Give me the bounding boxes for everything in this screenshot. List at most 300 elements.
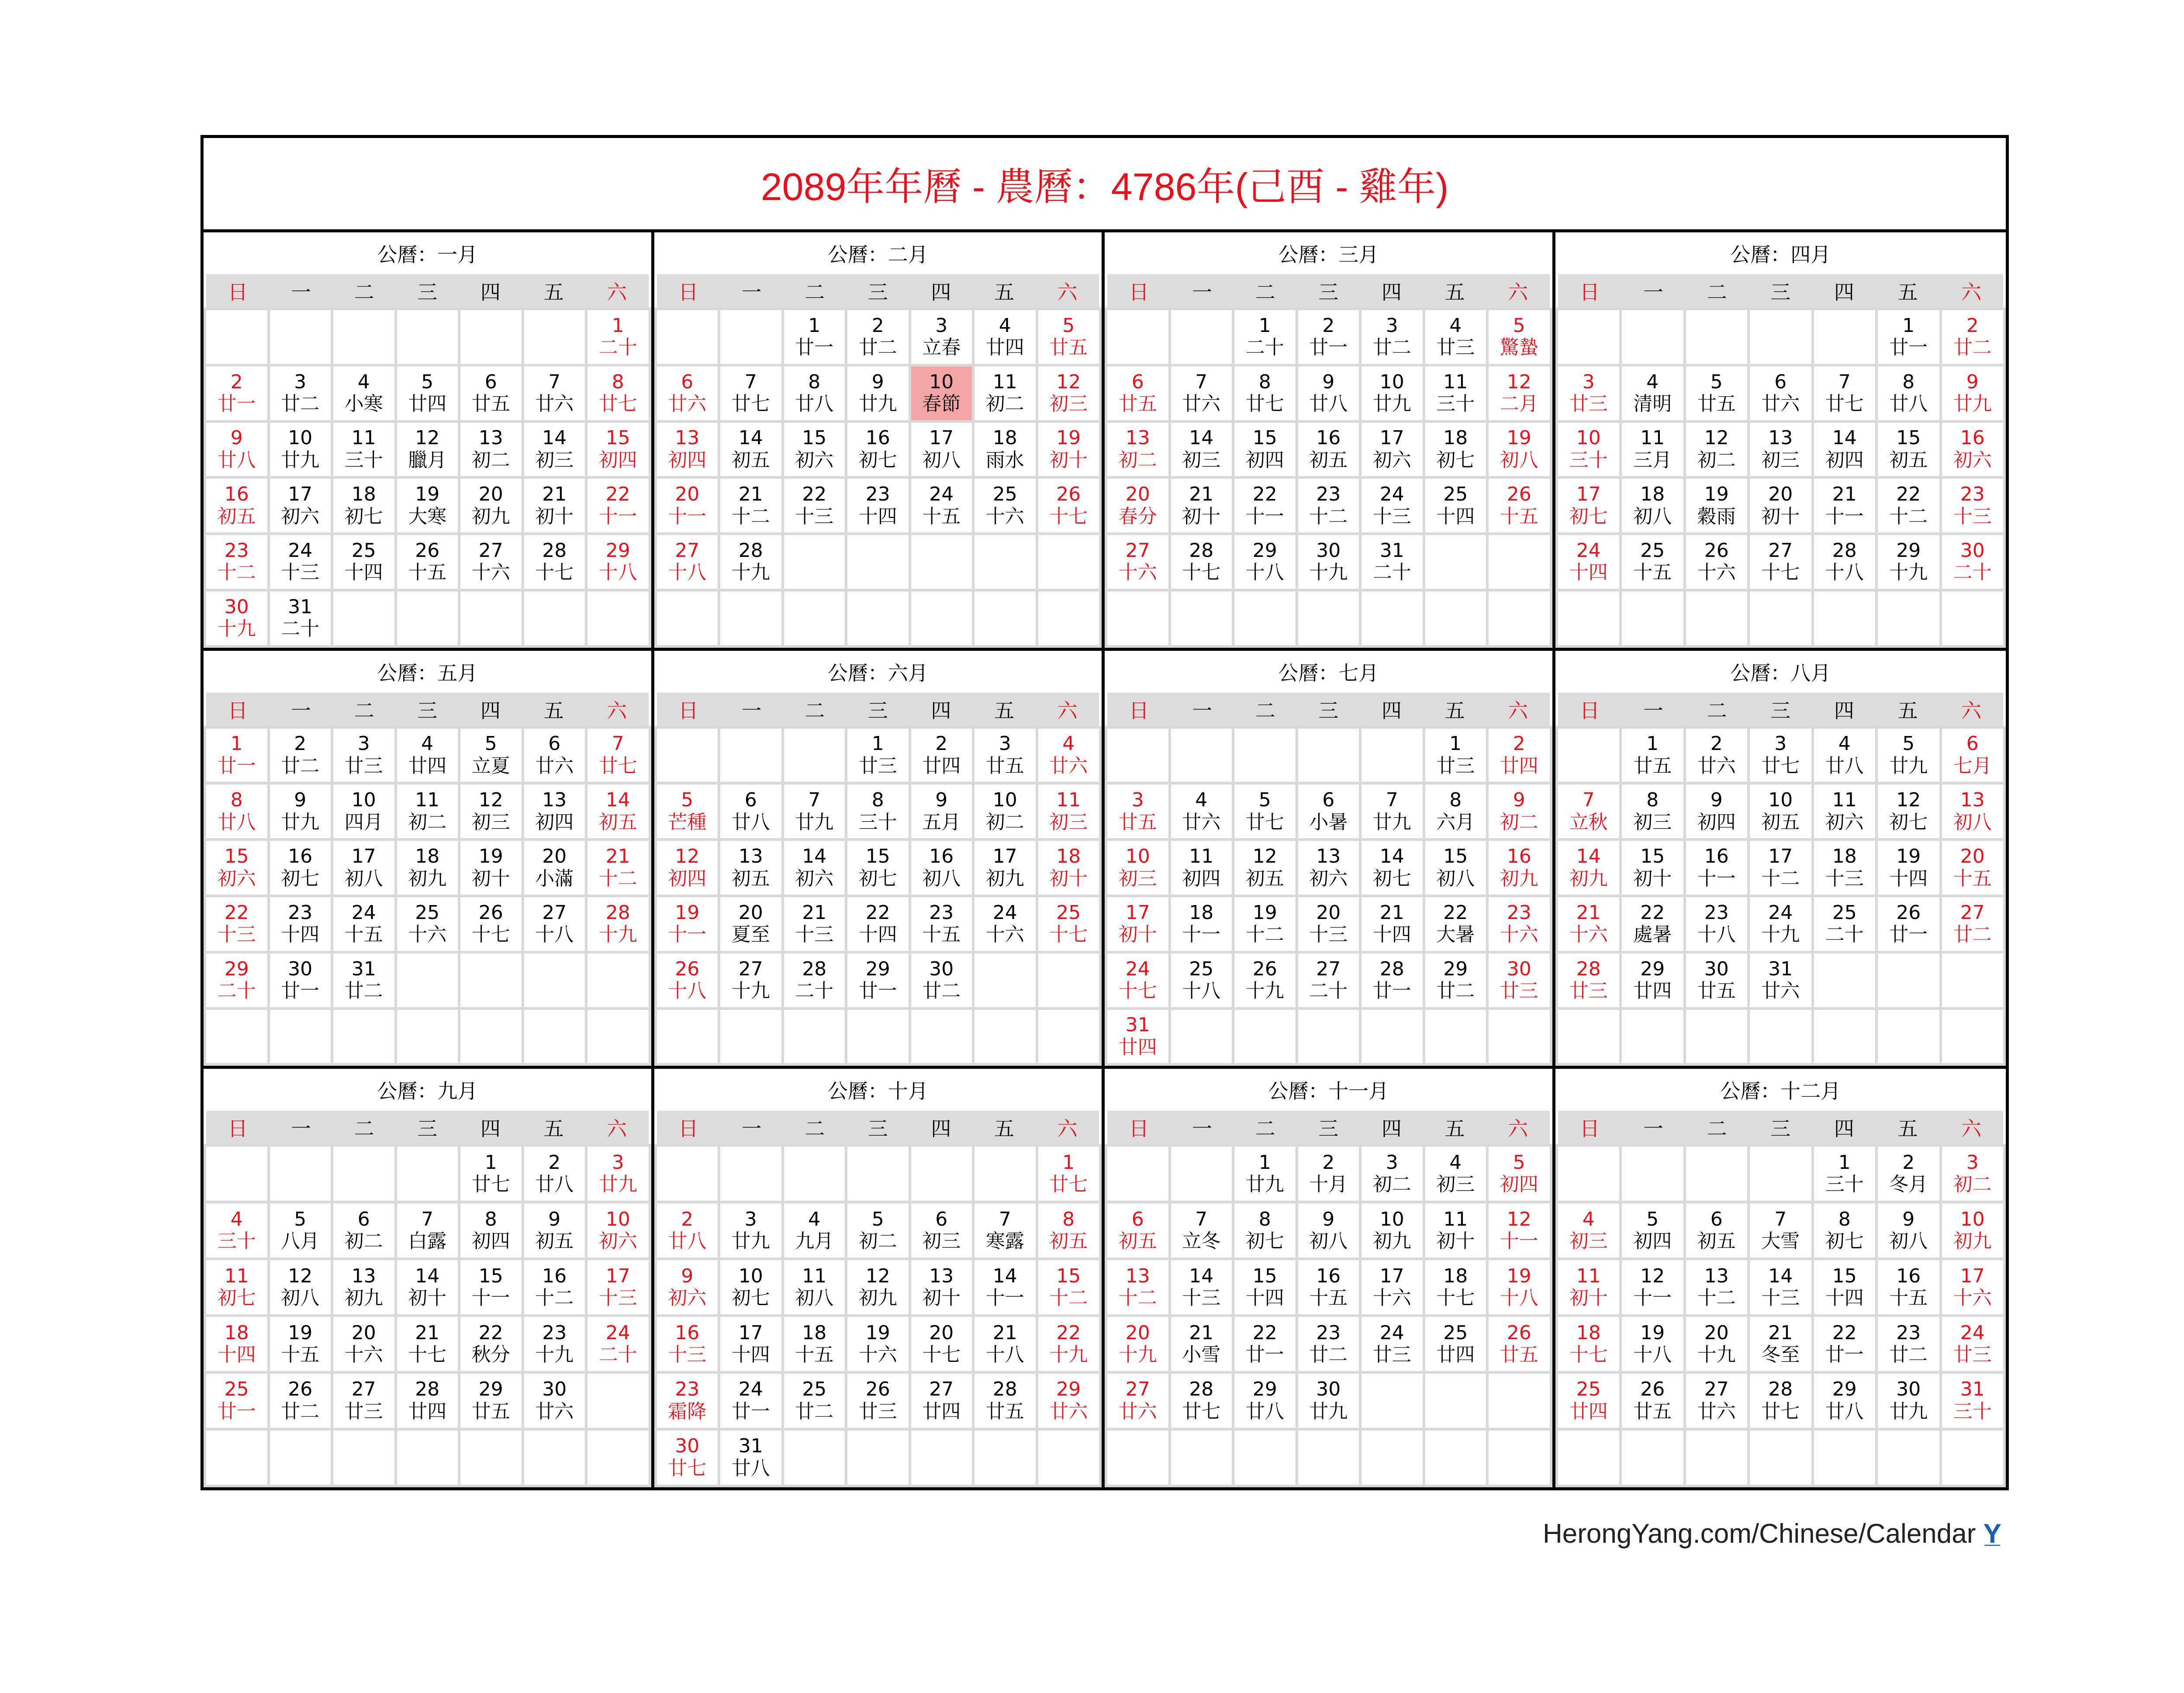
empty-cell — [1298, 729, 1359, 782]
lunar-date: 初七 — [1372, 867, 1411, 890]
day-number: 30 — [224, 595, 249, 618]
day-cell — [1558, 954, 1620, 1007]
day-cell — [1622, 1203, 1683, 1258]
lunar-date: 廿一 — [1245, 1344, 1284, 1366]
empty-cell — [333, 1010, 394, 1064]
day-cell — [587, 784, 649, 838]
weekday-label: 三 — [1770, 280, 1791, 304]
day-cell — [784, 954, 845, 1007]
lunar-date: 初六 — [1953, 449, 1992, 471]
day-number: 18 — [415, 845, 440, 867]
lunar-date: 十一 — [471, 1287, 510, 1309]
lunar-date: 初二 — [1118, 449, 1157, 471]
empty-cell — [1107, 729, 1168, 782]
lunar-date: 廿七 — [668, 1457, 707, 1480]
week-row — [1558, 841, 2004, 895]
weekday-label: 六 — [1057, 1117, 1078, 1141]
lunar-date: 大雪 — [1761, 1230, 1800, 1253]
empty-cell — [1814, 954, 1876, 1007]
lunar-date: 初十 — [922, 1287, 961, 1309]
day-cell — [847, 1374, 909, 1428]
lunar-date: 秋分 — [471, 1344, 510, 1366]
day-number: 9 — [1902, 1208, 1915, 1230]
lunar-date: 八月 — [281, 1230, 320, 1253]
day-number: 4 — [1062, 732, 1075, 755]
day-cell — [587, 366, 649, 420]
lunar-date: 十五 — [344, 923, 383, 946]
lunar-date: 初五 — [1118, 1230, 1157, 1253]
empty-cell — [1362, 729, 1423, 782]
lunar-date: 夏至 — [731, 923, 770, 946]
day-cell — [1107, 897, 1168, 951]
day-number: 25 — [992, 483, 1017, 506]
weekday-label: 日 — [1129, 1117, 1149, 1141]
weekday-label: 日 — [678, 1117, 698, 1141]
day-cell — [975, 310, 1036, 364]
empty-cell — [1489, 1374, 1550, 1428]
day-cell — [1814, 784, 1876, 838]
lunar-date: 十七 — [922, 1344, 961, 1366]
lunar-date: 初九 — [408, 867, 447, 890]
lunar-date: 十九 — [535, 1344, 574, 1366]
empty-cell — [1107, 591, 1168, 645]
weekday-label: 三 — [1770, 1117, 1791, 1141]
lunar-date: 十二 — [1309, 505, 1348, 528]
lunar-date: 十四 — [858, 923, 897, 946]
week-row — [1558, 366, 2004, 420]
empty-cell — [1171, 729, 1232, 782]
day-number: 22 — [1896, 483, 1921, 506]
day-cell — [397, 535, 458, 589]
day-number: 30 — [1316, 539, 1341, 562]
day-cell — [1814, 1374, 1876, 1428]
day-cell — [587, 310, 649, 364]
lunar-date: 廿七 — [1761, 755, 1800, 777]
empty-cell — [1362, 1374, 1423, 1428]
day-number: 15 — [1056, 1265, 1081, 1287]
day-cell — [1558, 366, 1620, 420]
day-cell — [270, 784, 331, 838]
day-cell — [911, 841, 972, 895]
day-number: 19 — [1507, 1265, 1531, 1287]
lunar-date: 初二 — [344, 1230, 383, 1253]
day-number: 8 — [1062, 1208, 1075, 1230]
lunar-date: 十四 — [1889, 867, 1928, 890]
day-number: 30 — [542, 1378, 567, 1401]
lunar-date: 十五 — [795, 1344, 834, 1366]
day-number: 10 — [1379, 370, 1404, 393]
day-cell — [657, 366, 718, 420]
day-number: 18 — [1640, 483, 1665, 506]
day-cell — [1171, 841, 1232, 895]
lunar-date: 廿二 — [795, 1400, 834, 1423]
day-number: 10 — [351, 789, 376, 812]
day-number: 19 — [1507, 427, 1531, 449]
weekday-label: 五 — [1897, 1117, 1918, 1141]
empty-cell — [1298, 591, 1359, 645]
day-cell — [1234, 954, 1296, 1007]
lunar-date: 小寒 — [344, 393, 383, 415]
day-number: 15 — [1443, 845, 1468, 867]
day-cell — [1489, 897, 1550, 951]
day-number: 28 — [738, 539, 763, 562]
empty-cell — [784, 535, 845, 589]
day-cell — [397, 1203, 458, 1258]
day-number: 21 — [415, 1321, 440, 1344]
week-row — [657, 1147, 1099, 1201]
day-number: 28 — [802, 957, 827, 980]
empty-cell — [657, 729, 718, 782]
day-number: 23 — [929, 901, 954, 924]
lunar-date: 廿五 — [1118, 393, 1157, 415]
day-cell — [206, 841, 267, 895]
lunar-date: 初五 — [1245, 867, 1284, 890]
day-cell — [1425, 897, 1486, 951]
day-number: 23 — [224, 539, 249, 562]
weekday-header — [657, 693, 1099, 726]
empty-cell — [1622, 1010, 1683, 1064]
empty-cell — [657, 310, 718, 364]
lunar-date: 三月 — [1633, 449, 1672, 471]
lunar-date: 廿二 — [858, 336, 897, 359]
month-title: 公曆：七月 — [1278, 661, 1379, 685]
day-cell — [1298, 423, 1359, 477]
lunar-date: 初三 — [922, 1230, 961, 1253]
weekday-label: 一 — [741, 698, 762, 722]
lunar-date: 十六 — [1953, 1287, 1992, 1309]
weekday-label: 一 — [1192, 280, 1212, 304]
day-cell — [1622, 1374, 1683, 1428]
day-number: 18 — [224, 1321, 249, 1344]
weekday-label: 四 — [1834, 280, 1854, 304]
lunar-date: 廿三 — [858, 755, 897, 777]
day-cell — [1234, 1147, 1296, 1201]
day-number: 11 — [415, 789, 440, 812]
day-cell — [720, 1317, 781, 1371]
day-cell — [397, 423, 458, 477]
day-number: 1 — [808, 314, 821, 337]
lunar-date: 初七 — [858, 867, 897, 890]
empty-cell — [333, 310, 394, 364]
lunar-date: 廿一 — [281, 980, 320, 1002]
day-number: 16 — [542, 1265, 567, 1287]
day-number: 25 — [415, 901, 440, 924]
lunar-date: 初五 — [1889, 449, 1928, 471]
day-cell — [657, 1430, 718, 1485]
day-number: 16 — [1507, 845, 1531, 867]
day-cell — [911, 366, 972, 420]
empty-cell — [1489, 535, 1550, 589]
lunar-date: 廿九 — [281, 811, 320, 833]
lunar-date: 初七 — [344, 505, 383, 528]
month-title: 公曆：九月 — [377, 1079, 478, 1103]
lunar-date: 十一 — [1182, 923, 1221, 946]
lunar-date: 十七 — [408, 1344, 447, 1366]
lunar-date: 芒種 — [668, 811, 707, 833]
day-number: 22 — [1640, 901, 1665, 924]
week-row — [1107, 784, 1550, 838]
weekday-header — [1107, 1111, 1550, 1144]
day-cell — [206, 366, 267, 420]
week-row — [1558, 784, 2004, 838]
month-block — [1555, 651, 2006, 1069]
lunar-date: 十七 — [471, 923, 510, 946]
day-cell — [270, 479, 331, 532]
day-number: 3 — [1386, 314, 1398, 337]
day-cell — [1750, 841, 1811, 895]
day-cell — [206, 1374, 267, 1428]
lunar-date: 十五 — [1309, 1287, 1348, 1309]
month-block — [1555, 232, 2006, 651]
lunar-date: 初八 — [795, 1287, 834, 1309]
lunar-date: 二十 — [1825, 923, 1864, 946]
day-cell — [460, 1203, 522, 1258]
weekday-label: 一 — [1643, 280, 1663, 304]
weekday-label: 五 — [994, 698, 1015, 722]
day-cell — [1107, 841, 1168, 895]
lunar-date: 十五 — [281, 1344, 320, 1366]
weekday-label: 日 — [678, 698, 698, 722]
lunar-date: 廿四 — [922, 755, 961, 777]
lunar-date: 二十 — [1953, 561, 1992, 584]
empty-cell — [657, 1010, 718, 1064]
day-number: 17 — [1379, 1265, 1404, 1287]
day-cell — [847, 841, 909, 895]
day-number: 17 — [288, 483, 313, 506]
day-cell — [1750, 423, 1811, 477]
day-cell — [1362, 535, 1423, 589]
lunar-date: 十五 — [922, 923, 961, 946]
day-cell — [206, 423, 267, 477]
empty-cell — [1686, 310, 1748, 364]
weekday-label: 一 — [290, 698, 311, 722]
day-number: 2 — [1902, 1151, 1915, 1174]
empty-cell — [206, 310, 267, 364]
day-number: 1 — [1902, 314, 1915, 337]
lunar-date: 十四 — [731, 1344, 770, 1366]
day-number: 2 — [1710, 732, 1723, 755]
day-cell — [333, 784, 394, 838]
day-cell — [524, 1260, 585, 1314]
day-cell — [1425, 1147, 1486, 1201]
day-cell — [1558, 479, 1620, 532]
empty-cell — [460, 954, 522, 1007]
day-cell — [657, 535, 718, 589]
lunar-date: 初五 — [1049, 1230, 1088, 1253]
day-cell — [524, 1317, 585, 1371]
lunar-date: 廿九 — [1372, 811, 1411, 833]
day-number: 10 — [1125, 845, 1150, 867]
lunar-date: 初十 — [535, 505, 574, 528]
lunar-date: 初七 — [1245, 1230, 1284, 1253]
lunar-date: 初六 — [1309, 867, 1348, 890]
empty-cell — [206, 1147, 267, 1201]
day-number: 29 — [1252, 1378, 1277, 1401]
day-cell — [1942, 479, 2004, 532]
lunar-date: 初四 — [1633, 1230, 1672, 1253]
day-cell — [587, 1260, 649, 1314]
lunar-date: 七月 — [1953, 755, 1992, 777]
day-cell — [720, 954, 781, 1007]
day-number: 14 — [1379, 845, 1404, 867]
empty-cell — [1107, 1147, 1168, 1201]
day-cell — [524, 841, 585, 895]
week-row — [1558, 954, 2004, 1007]
day-number: 2 — [1966, 314, 1979, 337]
month-days — [1107, 1147, 1550, 1485]
empty-cell — [524, 591, 585, 645]
day-cell — [1558, 1203, 1620, 1258]
lunar-date: 廿四 — [1436, 1344, 1475, 1366]
day-number: 18 — [351, 483, 376, 506]
day-number: 2 — [1322, 1151, 1335, 1174]
day-number: 29 — [605, 539, 630, 562]
lunar-date: 廿六 — [668, 393, 707, 415]
day-number: 23 — [865, 483, 890, 506]
day-number: 17 — [1576, 483, 1601, 506]
weekday-label: 二 — [1707, 280, 1727, 304]
month-title: 公曆：四月 — [1730, 243, 1831, 266]
month-title: 公曆：八月 — [1730, 661, 1831, 685]
lunar-date: 廿一 — [858, 980, 897, 1002]
empty-cell — [1558, 1430, 1620, 1485]
day-number: 9 — [1322, 1208, 1335, 1230]
lunar-date: 初八 — [1953, 811, 1992, 833]
lunar-date: 十八 — [1825, 561, 1864, 584]
lunar-date: 十二 — [1049, 1287, 1088, 1309]
day-number: 31 — [1125, 1014, 1150, 1037]
week-row — [206, 1260, 649, 1314]
day-number: 10 — [992, 789, 1017, 812]
weekday-label: 四 — [1834, 1117, 1854, 1141]
day-cell — [1942, 784, 2004, 838]
day-cell — [1814, 479, 1876, 532]
day-cell — [1686, 1260, 1748, 1314]
day-cell — [657, 1374, 718, 1428]
day-cell — [1558, 423, 1620, 477]
empty-cell — [1038, 954, 1099, 1007]
lunar-date: 廿五 — [1500, 1344, 1538, 1366]
week-row — [1558, 479, 2004, 532]
footer-url[interactable]: HerongYang.com/Chinese/Calendar — [1542, 1519, 1976, 1549]
lunar-date: 廿二 — [1953, 923, 1992, 946]
day-number: 3 — [999, 732, 1011, 755]
day-cell — [460, 1260, 522, 1314]
day-number: 22 — [605, 483, 630, 506]
lunar-date: 二十 — [217, 980, 256, 1002]
week-row — [206, 1430, 649, 1485]
day-cell — [1234, 1203, 1296, 1258]
day-number: 14 — [1189, 1265, 1214, 1287]
day-cell — [206, 1203, 267, 1258]
day-cell — [1362, 1203, 1423, 1258]
lunar-date: 十一 — [1633, 1287, 1672, 1309]
week-row — [1558, 310, 2004, 364]
weekday-header — [657, 274, 1099, 308]
weekday-header — [206, 1111, 649, 1144]
day-cell — [1425, 784, 1486, 838]
empty-cell — [1038, 591, 1099, 645]
lunar-date: 十五 — [1889, 1287, 1928, 1309]
day-number: 6 — [1131, 370, 1144, 393]
lunar-date: 廿三 — [858, 1400, 897, 1423]
weekday-label: 二 — [1255, 1117, 1275, 1141]
day-cell — [1362, 423, 1423, 477]
day-number: 13 — [738, 845, 763, 867]
day-number: 14 — [605, 789, 630, 812]
lunar-date: 十五 — [1500, 505, 1538, 528]
day-cell — [1558, 897, 1620, 951]
empty-cell — [1686, 1430, 1748, 1485]
empty-cell — [1686, 591, 1748, 645]
lunar-date: 初七 — [1825, 1230, 1864, 1253]
lunar-date: 十九 — [1049, 1344, 1088, 1366]
lunar-date: 十六 — [471, 561, 510, 584]
day-number: 6 — [548, 732, 561, 755]
day-number: 22 — [1832, 1321, 1857, 1344]
empty-cell — [333, 1430, 394, 1485]
day-number: 5 — [1710, 370, 1723, 393]
weekday-label: 一 — [290, 280, 311, 304]
day-cell — [847, 1260, 909, 1314]
day-cell — [270, 1260, 331, 1314]
day-number: 12 — [415, 427, 440, 449]
day-cell — [1298, 479, 1359, 532]
day-cell — [1362, 310, 1423, 364]
day-cell — [460, 423, 522, 477]
day-number: 19 — [1056, 427, 1081, 449]
day-cell — [397, 784, 458, 838]
day-number: 13 — [478, 427, 503, 449]
weekday-label: 四 — [1381, 698, 1402, 722]
lunar-date: 初五 — [731, 867, 770, 890]
lunar-date: 廿二 — [1953, 336, 1992, 359]
day-number: 31 — [1768, 957, 1793, 980]
week-row — [1558, 729, 2004, 782]
lunar-date: 二十 — [1309, 980, 1348, 1002]
lunar-date: 初五 — [598, 811, 637, 833]
week-row — [657, 784, 1099, 838]
lunar-date: 十四 — [1825, 1287, 1864, 1309]
week-row — [1558, 1010, 2004, 1064]
lunar-date: 初四 — [1245, 449, 1284, 471]
day-number: 9 — [871, 370, 884, 393]
day-number: 5 — [1513, 314, 1525, 337]
day-cell — [657, 784, 718, 838]
lunar-date: 十九 — [731, 561, 770, 584]
empty-cell — [333, 591, 394, 645]
day-cell — [206, 1260, 267, 1314]
lunar-date: 廿四 — [1118, 1036, 1157, 1058]
weekday-header — [1558, 693, 2004, 726]
day-number: 26 — [1507, 1321, 1531, 1344]
day-number: 2 — [294, 732, 307, 755]
day-cell — [524, 366, 585, 420]
lunar-date: 十二 — [1889, 505, 1928, 528]
day-number: 1 — [1449, 732, 1462, 755]
day-cell — [720, 535, 781, 589]
day-number: 3 — [1131, 789, 1144, 812]
day-number: 3 — [1582, 370, 1595, 393]
day-number: 27 — [478, 539, 503, 562]
day-number: 12 — [478, 789, 503, 812]
lunar-date: 十三 — [1372, 505, 1411, 528]
lunar-date: 廿八 — [217, 811, 256, 833]
lunar-date: 寒露 — [985, 1230, 1024, 1253]
day-cell — [397, 1374, 458, 1428]
day-number: 26 — [1640, 1378, 1665, 1401]
day-number: 8 — [871, 789, 884, 812]
